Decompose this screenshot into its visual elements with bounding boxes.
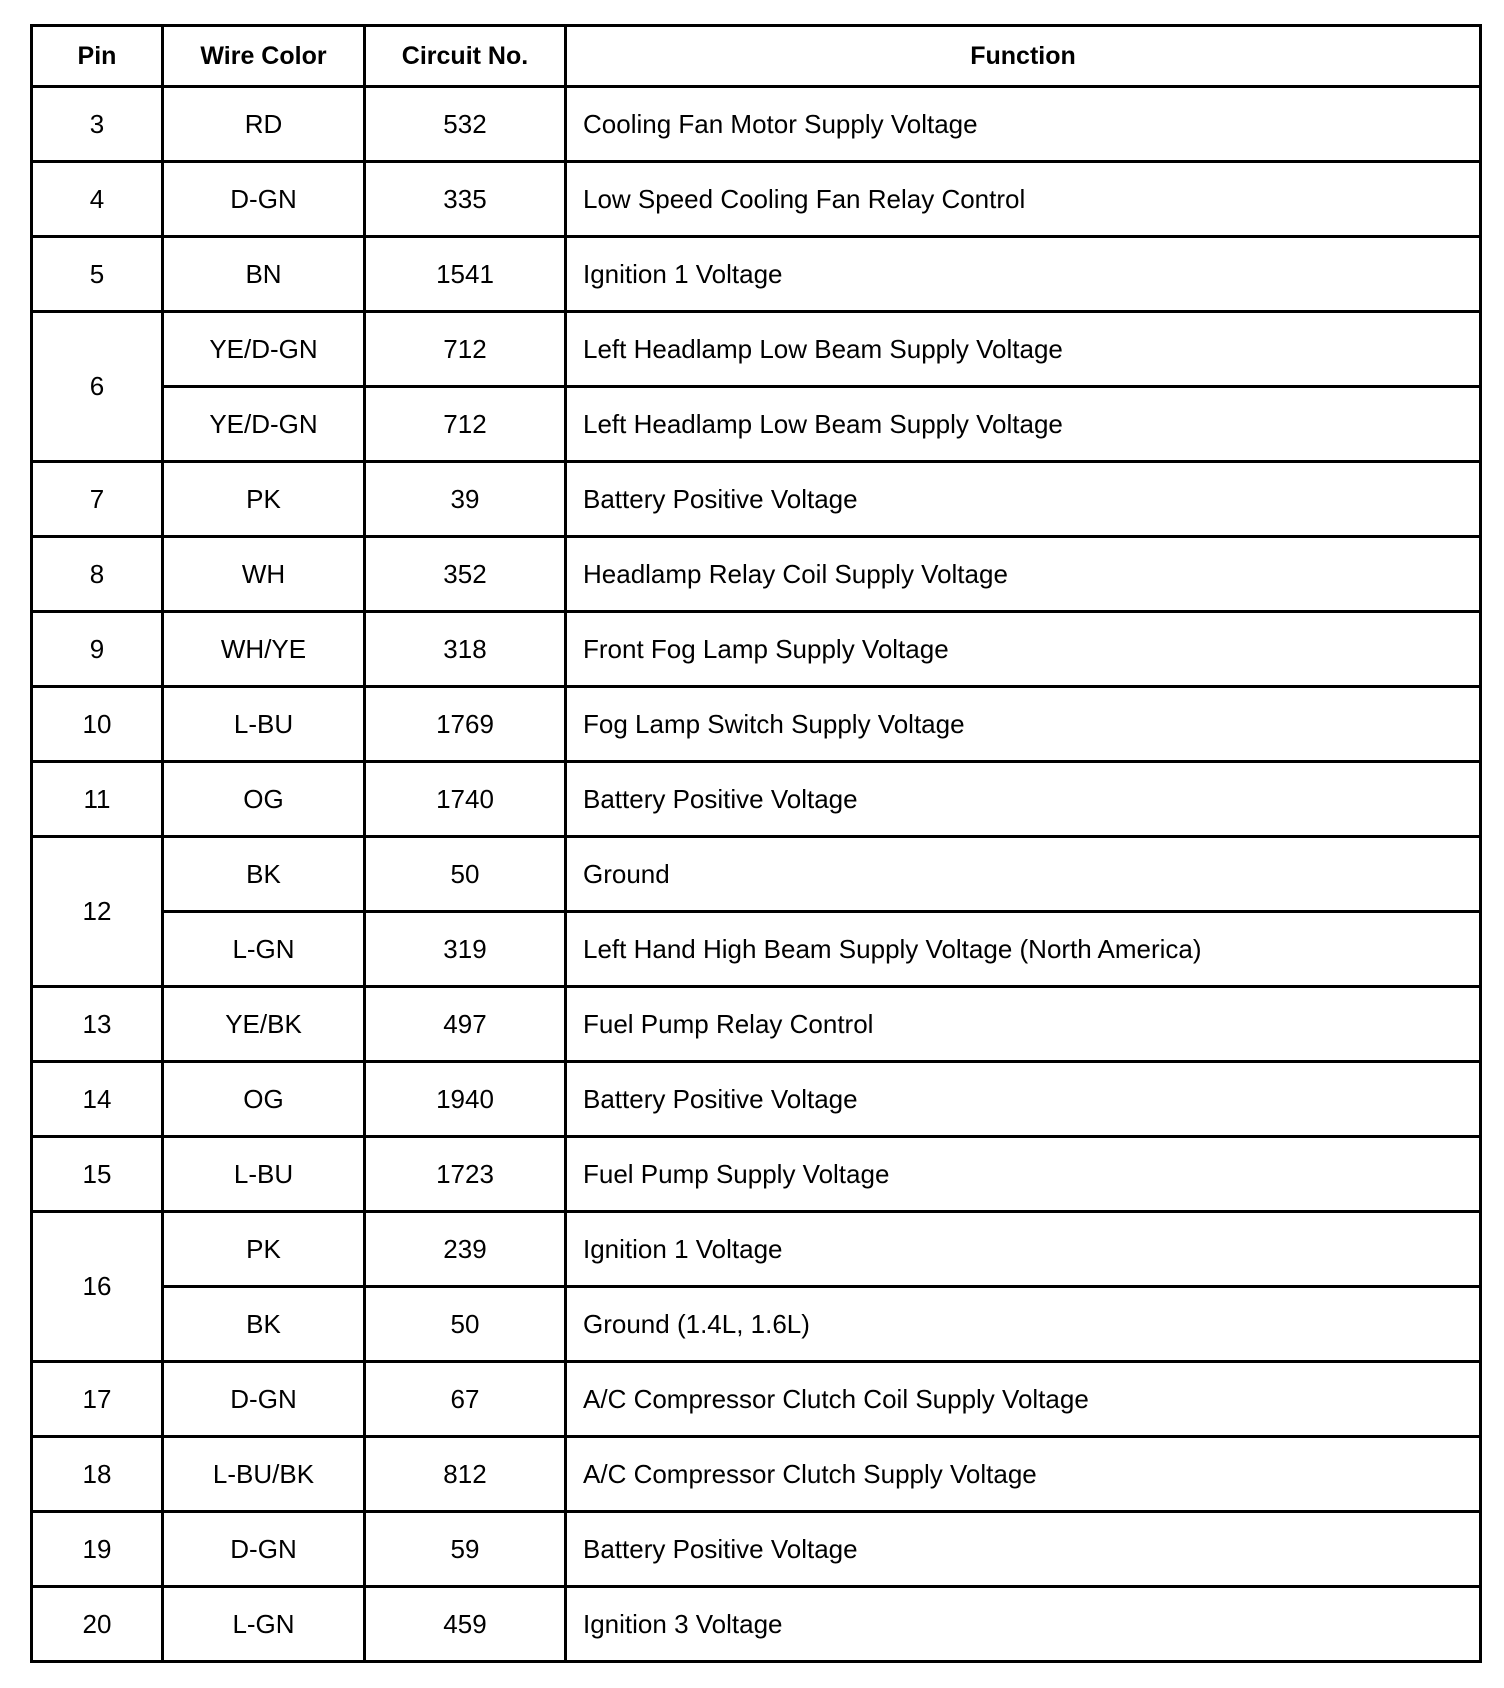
wire-color-cell: RD [163,87,365,162]
circuit-cell: 67 [365,1362,566,1437]
table-row [32,1212,1481,1287]
table-row [32,237,1481,312]
wire-color-cell: D-GN [163,1362,365,1437]
function-cell: Ignition 1 Voltage [566,1212,1481,1287]
function-cell: Battery Positive Voltage [566,762,1481,837]
pin-cell: 19 [32,1512,163,1587]
wire-color-cell: WH/YE [163,612,365,687]
circuit-cell: 318 [365,612,566,687]
pin-cell: 17 [32,1362,163,1437]
wire-color-cell: BN [163,237,365,312]
circuit-cell: 712 [365,387,566,462]
circuit-cell: 1940 [365,1062,566,1137]
circuit-cell: 352 [365,537,566,612]
table-row [32,537,1481,612]
function-cell: Cooling Fan Motor Supply Voltage [566,87,1481,162]
pin-cell: 11 [32,762,163,837]
table-row [32,1137,1481,1212]
circuit-cell: 1740 [365,762,566,837]
function-cell: Fuel Pump Supply Voltage [566,1137,1481,1212]
pin-cell: 8 [32,537,163,612]
wire-color-cell: L-BU/BK [163,1437,365,1512]
circuit-cell: 459 [365,1587,566,1662]
header-row [32,26,1481,87]
pin-cell: 9 [32,612,163,687]
wire-color-cell: PK [163,1212,365,1287]
table-row [32,162,1481,237]
table-row [32,87,1481,162]
wire-color-cell: YE/D-GN [163,312,365,387]
wire-color-cell: YE/D-GN [163,387,365,462]
circuit-cell: 1541 [365,237,566,312]
circuit-cell: 1769 [365,687,566,762]
pin-cell: 14 [32,1062,163,1137]
pin-cell: 18 [32,1437,163,1512]
header-circuit-no: Circuit No. [365,26,566,87]
circuit-cell: 335 [365,162,566,237]
header-function: Function [566,26,1481,87]
function-cell: Fuel Pump Relay Control [566,987,1481,1062]
header-wire-color: Wire Color [163,26,365,87]
pin-cell: 6 [32,312,163,462]
wire-color-cell: L-BU [163,687,365,762]
header-pin: Pin [32,26,163,87]
table-row [32,1287,1481,1362]
circuit-cell: 532 [365,87,566,162]
table-row [32,912,1481,987]
function-cell: Ground [566,837,1481,912]
wire-color-cell: BK [163,837,365,912]
pin-cell: 12 [32,837,163,987]
function-cell: Left Hand High Beam Supply Voltage (North America) [566,912,1481,987]
table-row [32,762,1481,837]
function-cell: Front Fog Lamp Supply Voltage [566,612,1481,687]
pin-cell: 10 [32,687,163,762]
pin-cell: 16 [32,1212,163,1362]
circuit-cell: 497 [365,987,566,1062]
table-row [32,987,1481,1062]
function-cell: Ignition 3 Voltage [566,1587,1481,1662]
function-cell: Left Headlamp Low Beam Supply Voltage [566,312,1481,387]
pin-cell: 13 [32,987,163,1062]
pin-cell: 7 [32,462,163,537]
wire-color-cell: BK [163,1287,365,1362]
table-row [32,687,1481,762]
wire-color-cell: D-GN [163,1512,365,1587]
function-cell: Ground (1.4L, 1.6L) [566,1287,1481,1362]
function-cell: Battery Positive Voltage [566,462,1481,537]
circuit-cell: 239 [365,1212,566,1287]
connector-pinout-table [30,24,1482,1663]
function-cell: Left Headlamp Low Beam Supply Voltage [566,387,1481,462]
table-row [32,1437,1481,1512]
circuit-cell: 319 [365,912,566,987]
wire-color-cell: PK [163,462,365,537]
circuit-cell: 39 [365,462,566,537]
circuit-cell: 812 [365,1437,566,1512]
table-row [32,1512,1481,1587]
function-cell: Ignition 1 Voltage [566,237,1481,312]
circuit-cell: 50 [365,837,566,912]
table-row [32,462,1481,537]
table-row [32,312,1481,387]
function-cell: Battery Positive Voltage [566,1512,1481,1587]
table-row [32,387,1481,462]
function-cell: A/C Compressor Clutch Supply Voltage [566,1437,1481,1512]
function-cell: Battery Positive Voltage [566,1062,1481,1137]
wire-color-cell: L-BU [163,1137,365,1212]
circuit-cell: 50 [365,1287,566,1362]
table-body [32,87,1481,1662]
wire-color-cell: L-GN [163,1587,365,1662]
pin-cell: 15 [32,1137,163,1212]
table-row [32,837,1481,912]
wire-color-cell: YE/BK [163,987,365,1062]
table-row [32,1587,1481,1662]
connector-pinout-table-container [30,24,1482,1663]
pin-cell: 5 [32,237,163,312]
table-row [32,1362,1481,1437]
function-cell: Headlamp Relay Coil Supply Voltage [566,537,1481,612]
wire-color-cell: L-GN [163,912,365,987]
circuit-cell: 59 [365,1512,566,1587]
function-cell: Fog Lamp Switch Supply Voltage [566,687,1481,762]
wire-color-cell: D-GN [163,162,365,237]
table-row [32,612,1481,687]
function-cell: A/C Compressor Clutch Coil Supply Voltage [566,1362,1481,1437]
table-header [32,26,1481,87]
pin-cell: 20 [32,1587,163,1662]
wire-color-cell: OG [163,1062,365,1137]
circuit-cell: 1723 [365,1137,566,1212]
pin-cell: 4 [32,162,163,237]
wire-color-cell: WH [163,537,365,612]
table-row [32,1062,1481,1137]
pin-cell: 3 [32,87,163,162]
circuit-cell: 712 [365,312,566,387]
wire-color-cell: OG [163,762,365,837]
function-cell: Low Speed Cooling Fan Relay Control [566,162,1481,237]
